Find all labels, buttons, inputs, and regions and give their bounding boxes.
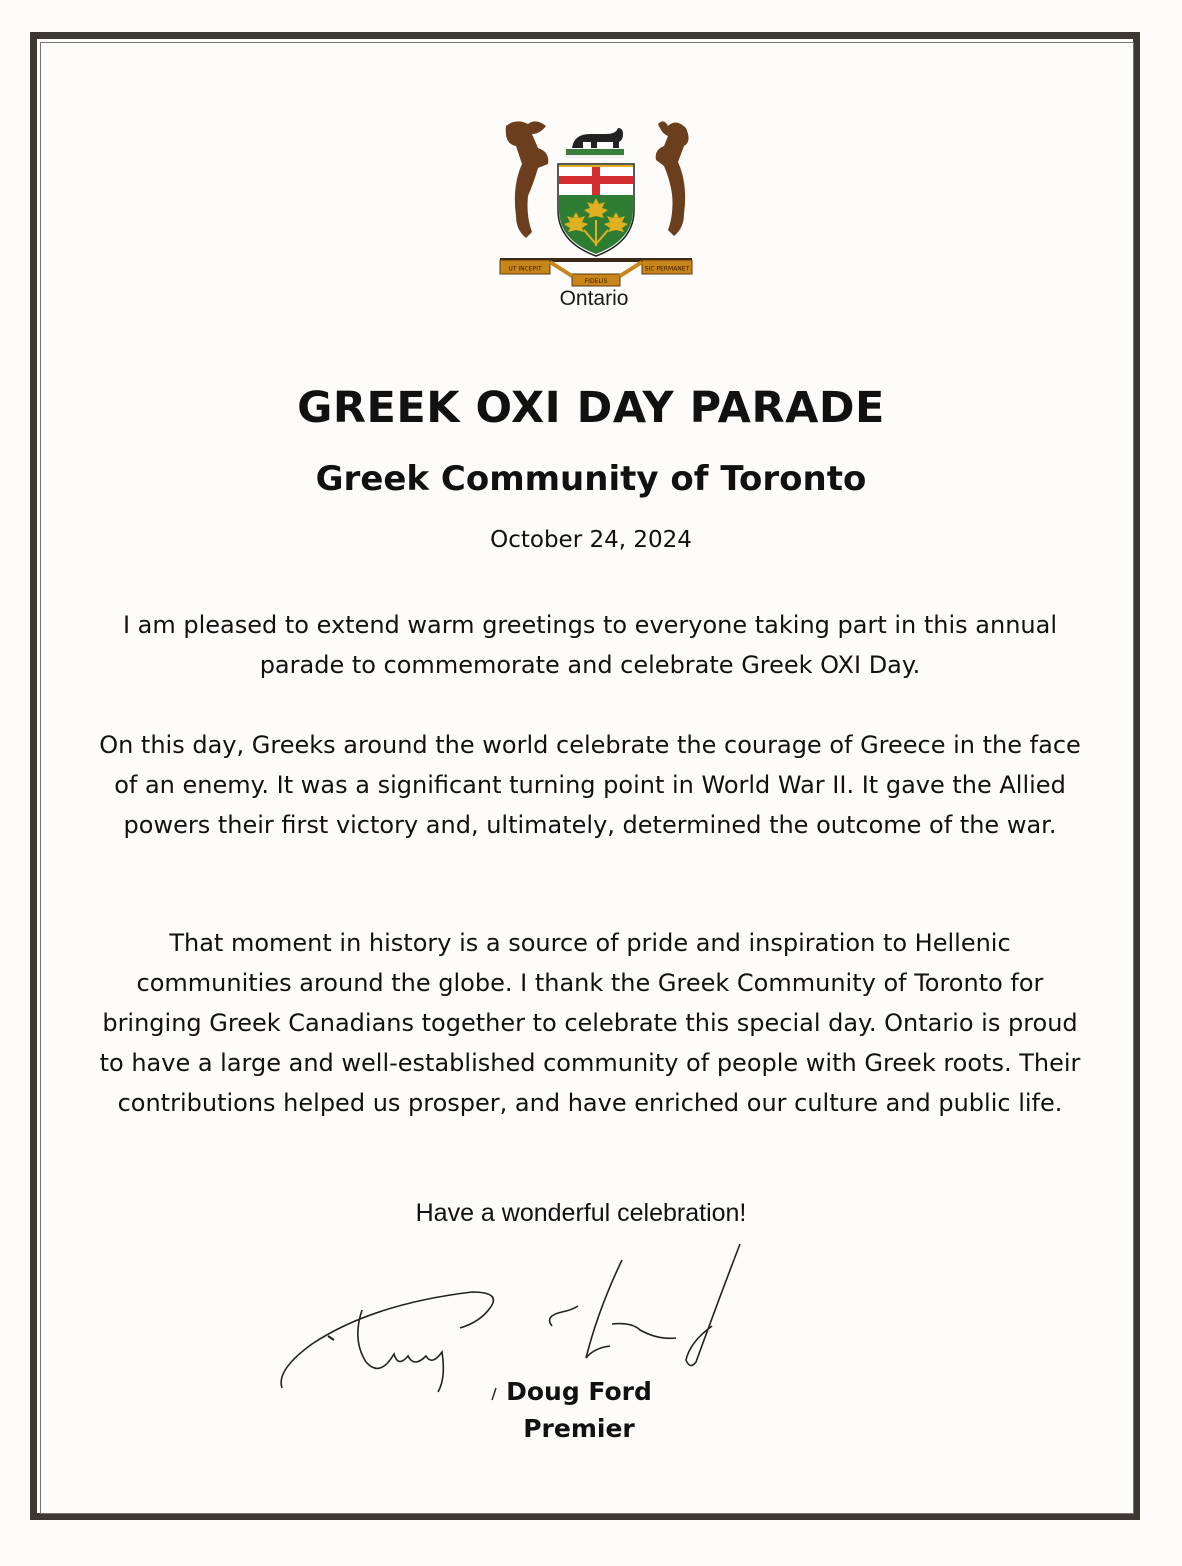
closing-line: Have a wonderful celebration! — [415, 1199, 747, 1227]
crest-motto-right: SIC PERMANET — [644, 265, 690, 273]
page-subtitle: Greek Community of Toronto — [315, 459, 867, 499]
paragraph-1: I am pleased to extend warm greetings to everyone taking part in this annual parade to commemorate and celebrate Greek OXI Day. — [122, 611, 1058, 679]
crest-motto-left: UT INCEPIT — [508, 265, 542, 273]
crest-motto-center: FIDELIS — [584, 278, 608, 285]
paragraph-2: On this day, Greeks around the world celebrate the courage of Greece in the face of an enemy. It was a significant turning point in World War II. It gave the Allied powers their first victory and, ultimately, determined the outcome of the war. — [99, 731, 1081, 839]
signer-name: Doug Ford — [506, 1377, 652, 1406]
page-title: GREEK OXI DAY PARADE — [297, 383, 885, 433]
ontario-coat-of-arms-icon — [496, 112, 696, 312]
crest-label: Ontario — [559, 287, 629, 310]
document-date: October 24, 2024 — [490, 527, 692, 553]
paragraph-3: That moment in history is a source of pride and inspiration to Hellenic communities around the globe. I thank the Greek Community of Toronto for bringing Greek Canadians together to celebrate this special day. Ontario is proud to have a large and well-established community of people with Greek roots. Their contributions helped us prosper, and have enriched our culture and public life. — [99, 929, 1081, 1117]
signer-title: Premier — [523, 1414, 635, 1443]
